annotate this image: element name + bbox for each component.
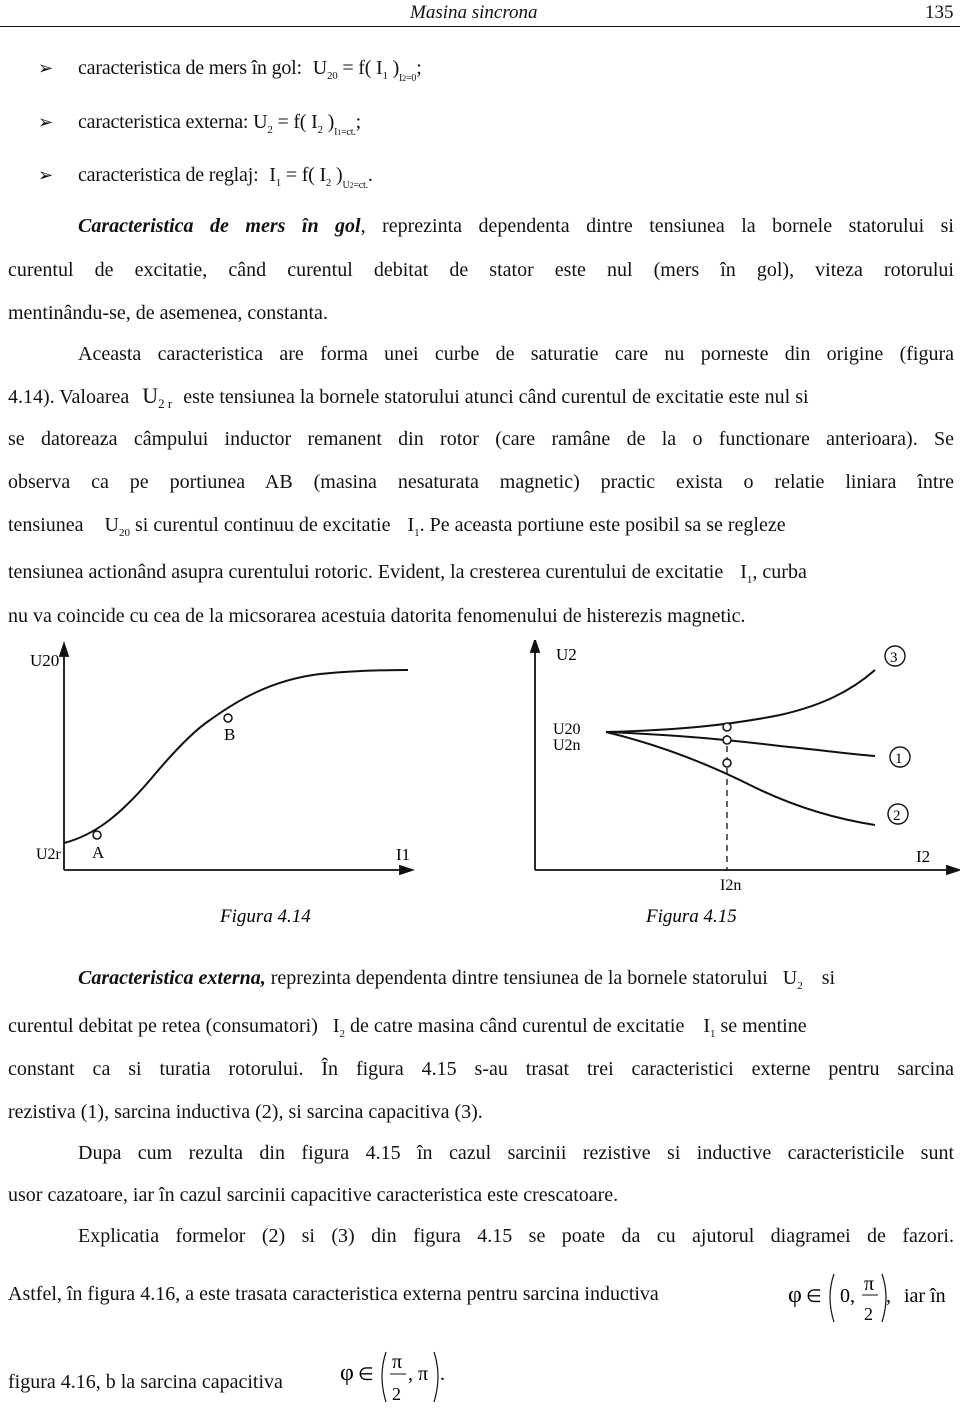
formula-subscript: 1: [275, 177, 282, 189]
text-span: . Pe aceasta portiune este posibil sa se regleze: [419, 514, 786, 536]
curve-3-capacitive: [606, 670, 875, 732]
interval-end: , π: [408, 1363, 429, 1385]
y-axis-label: U20: [30, 651, 60, 670]
para1-line3: mentinându-se, de asemenea, constanta.: [8, 302, 328, 324]
interval-start: 0,: [840, 1285, 855, 1307]
text-span: si: [821, 967, 836, 989]
para5-line1: Explicatia formelor (2) si (3) din figura 4.15 se poate da cu ajutorul diagramei de fazori.: [78, 1225, 954, 1247]
rated-point-3-marker: [723, 723, 731, 731]
x-axis-label: I2: [916, 847, 931, 866]
no-load-curve: [64, 670, 408, 843]
bullet-label: caracteristica externa:: [78, 111, 249, 133]
curve-2-label: 2: [893, 808, 901, 824]
figure-caption: Figura 4.14: [220, 906, 311, 927]
x-axis-arrow-icon: [400, 866, 412, 874]
formula-subscript: 2: [349, 181, 354, 190]
para3-line1: [78, 966, 954, 993]
formula-subscript: 20: [326, 70, 338, 82]
y-axis-arrow-icon: [531, 640, 539, 652]
para1-line1: [78, 214, 954, 238]
formula-subscript: 2: [339, 1028, 346, 1040]
formula-end: .: [367, 164, 373, 186]
phi-symbol: φ: [788, 1282, 802, 1308]
formula-subscript: 20: [118, 527, 130, 539]
formula-subscript: 1: [337, 128, 342, 137]
formula-symbol: U: [104, 514, 119, 536]
bullet-regulation: caracteristica de reglaj: $I_1 = f$( $I_2$ )$_{U2=ct.}$.: [78, 164, 373, 191]
formula-subscript: 2: [325, 177, 332, 189]
formula-end: ;: [355, 111, 361, 133]
left-paren-icon: [830, 1274, 834, 1322]
text-span: se mentine: [720, 1015, 807, 1037]
text-span: tensiunea actionând asupra curentului rotoric. Evident, la cresterea curentului de excitatie: [8, 561, 724, 583]
para3-line4: rezistiva (1), sarcina inductiva (2), si sarcina capacitiva (3).: [8, 1101, 483, 1123]
para4-line1: Dupa cum rezulta din figura 4.15 în cazul sarcinii rezistive si inductive caracteristicile sunt: [78, 1142, 954, 1164]
bullet-no-load: caracteristica de mers în gol: $U_{20} = f$( $I_1$ )$_{I2=0}$;: [78, 57, 422, 84]
formula-subscript: 2: [317, 124, 323, 136]
rated-point-1-marker: [723, 736, 731, 744]
formula-subscript: 2: [267, 124, 273, 136]
formula-condition: =0: [405, 73, 417, 84]
formula-symbol: U: [782, 967, 798, 989]
formula-condition: =ct.: [341, 127, 356, 138]
figure-4-15: [480, 640, 960, 930]
level-u2n-label: U2n: [553, 737, 581, 754]
para5-line3: [8, 1370, 954, 1394]
rated-point-2-marker: [723, 759, 731, 767]
period: .: [440, 1363, 445, 1385]
math-phi-interval-inductive: [778, 1262, 958, 1332]
x-axis-arrow-icon: [947, 866, 959, 874]
text-span: de catre masina când curentul de excitatie: [350, 1015, 685, 1037]
curve-2-inductive: [606, 732, 875, 825]
curve-1-label: 1: [895, 751, 903, 767]
para2-line7: nu va coincide cu cea de la micsorarea acestuia datorita fenomenului de histerezis magnetic.: [8, 605, 746, 627]
trailing-text: iar în: [904, 1285, 946, 1307]
defined-term: Caracteristica de mers în gol: [78, 215, 361, 237]
formula-condition: I: [399, 73, 403, 84]
formula-subscript: 2: [402, 74, 406, 83]
denominator: 2: [392, 1384, 401, 1404]
x-axis-label: I1: [396, 845, 411, 864]
para1-line2: curentul de excitatie, când curentul debitat de stator este nul (mers în gol), viteza rotorului: [8, 259, 954, 281]
formula-end: ;: [416, 57, 422, 79]
text-span: , reprezinta dependenta dintre tensiunea la bornele statorului si: [360, 215, 954, 237]
point-b-label: B: [224, 725, 236, 744]
text-span: este tensiunea la bornele statorului atunci când curentul de excitatie este nul si: [183, 386, 809, 408]
y-axis-arrow-icon: [60, 644, 68, 656]
text-span: 4.14). Valoarea: [8, 386, 130, 408]
running-header-title: Masina sincrona: [410, 2, 538, 23]
left-paren-icon: [382, 1352, 386, 1402]
formula-symbol: U: [142, 383, 159, 408]
phi-symbol: φ: [340, 1360, 354, 1386]
formula-symbol: I: [332, 1015, 340, 1037]
pi-numerator: π: [392, 1351, 403, 1373]
formula-subscript: 1: [414, 527, 420, 539]
point-a-label: A: [92, 843, 105, 862]
text-span: figura 4.16, b la sarcina capacitiva: [8, 1371, 283, 1393]
right-paren-icon: [434, 1352, 438, 1402]
text-span: Astfel, în figura 4.16, a este trasata caracteristica externa pentru sarcina inductiva: [8, 1283, 659, 1305]
denominator: 2: [864, 1304, 873, 1324]
comma: ,: [886, 1285, 891, 1307]
formula-condition: U: [342, 180, 350, 191]
y-axis-label: U2: [556, 645, 577, 664]
formula-symbol: I: [311, 111, 318, 133]
formula-symbol: I: [375, 57, 383, 79]
formula-condition: =ct.: [353, 180, 368, 191]
formula-symbol: I: [740, 561, 747, 583]
formula-condition: I: [334, 127, 338, 138]
formula-symbol: I: [269, 164, 276, 186]
text-span: si curentul continuu de excitatie: [134, 514, 391, 536]
origin-label: U2r: [36, 846, 61, 863]
formula-subscript: 2: [797, 980, 803, 992]
defined-term: Caracteristica externa,: [78, 967, 266, 989]
header-rule: [0, 26, 960, 27]
bullet-label: caracteristica de mers în gol:: [78, 57, 302, 79]
element-of-symbol: ∈: [358, 1364, 374, 1384]
formula-subscript: 2 r: [158, 396, 173, 411]
formula-symbol: I: [407, 514, 415, 536]
figure-caption: Figura 4.15: [646, 906, 737, 927]
para2-line1: Aceasta caracteristica are forma unei curbe de saturatie care nu porneste din origine (figura: [78, 343, 954, 365]
figure-4-14: [0, 640, 480, 930]
para3-line2: [8, 1014, 954, 1041]
page-number: 135: [925, 2, 954, 23]
level-u20-label: U20: [553, 721, 581, 738]
text-span: tensiunea: [8, 514, 84, 536]
para4-line2: usor cazatoare, iar în cazul sarcinii capacitive caracteristica este crescatoare.: [8, 1184, 619, 1206]
para3-line3: constant ca si turatia rotorului. În figura 4.15 s-au trasat trei caracteristici externe pentru sarcina: [8, 1058, 954, 1080]
text-span: , curba: [752, 561, 807, 583]
para2-line6: [8, 560, 954, 587]
rated-current-label: I2n: [720, 877, 742, 894]
bullet-arrow-icon: ➢: [38, 165, 54, 185]
formula-symbol: I: [703, 1015, 710, 1037]
para2-line4: observa ca pe portiunea AB (masina nesaturata magnetic) practic exista o relatie liniara între: [8, 471, 954, 493]
formula-subscript: 1: [746, 574, 753, 586]
formula-symbol: U: [312, 57, 327, 79]
bullet-external: caracteristica externa: $U_2 = f$( $I_2$ )$_{I1=ct.}$;: [78, 111, 361, 138]
bullet-arrow-icon: ➢: [38, 112, 54, 132]
text-span: reprezinta dependenta dintre tensiunea de la bornele statorului: [265, 967, 768, 989]
point-a-marker: [93, 831, 101, 839]
element-of-symbol: ∈: [806, 1286, 822, 1306]
para2-line2: [8, 384, 954, 411]
math-phi-interval-capacitive: [336, 1344, 476, 1410]
formula-symbol: I: [319, 164, 326, 186]
bullet-arrow-icon: ➢: [38, 58, 54, 78]
bullet-label: caracteristica de reglaj:: [78, 164, 259, 186]
pi-numerator: π: [864, 1273, 875, 1295]
formula-symbol: U: [253, 111, 268, 133]
text-span: curentul debitat pe retea (consumatori): [8, 1015, 318, 1037]
formula-subscript: 1: [382, 70, 388, 82]
para2-line5: [8, 513, 954, 540]
point-b-marker: [224, 714, 232, 722]
formula-subscript: 1: [710, 1028, 716, 1040]
para2-line3: se datoreaza câmpului inductor remanent din rotor (care ramâne de la o functionare anterioara). Se: [8, 428, 954, 450]
curve-3-label: 3: [890, 650, 898, 666]
